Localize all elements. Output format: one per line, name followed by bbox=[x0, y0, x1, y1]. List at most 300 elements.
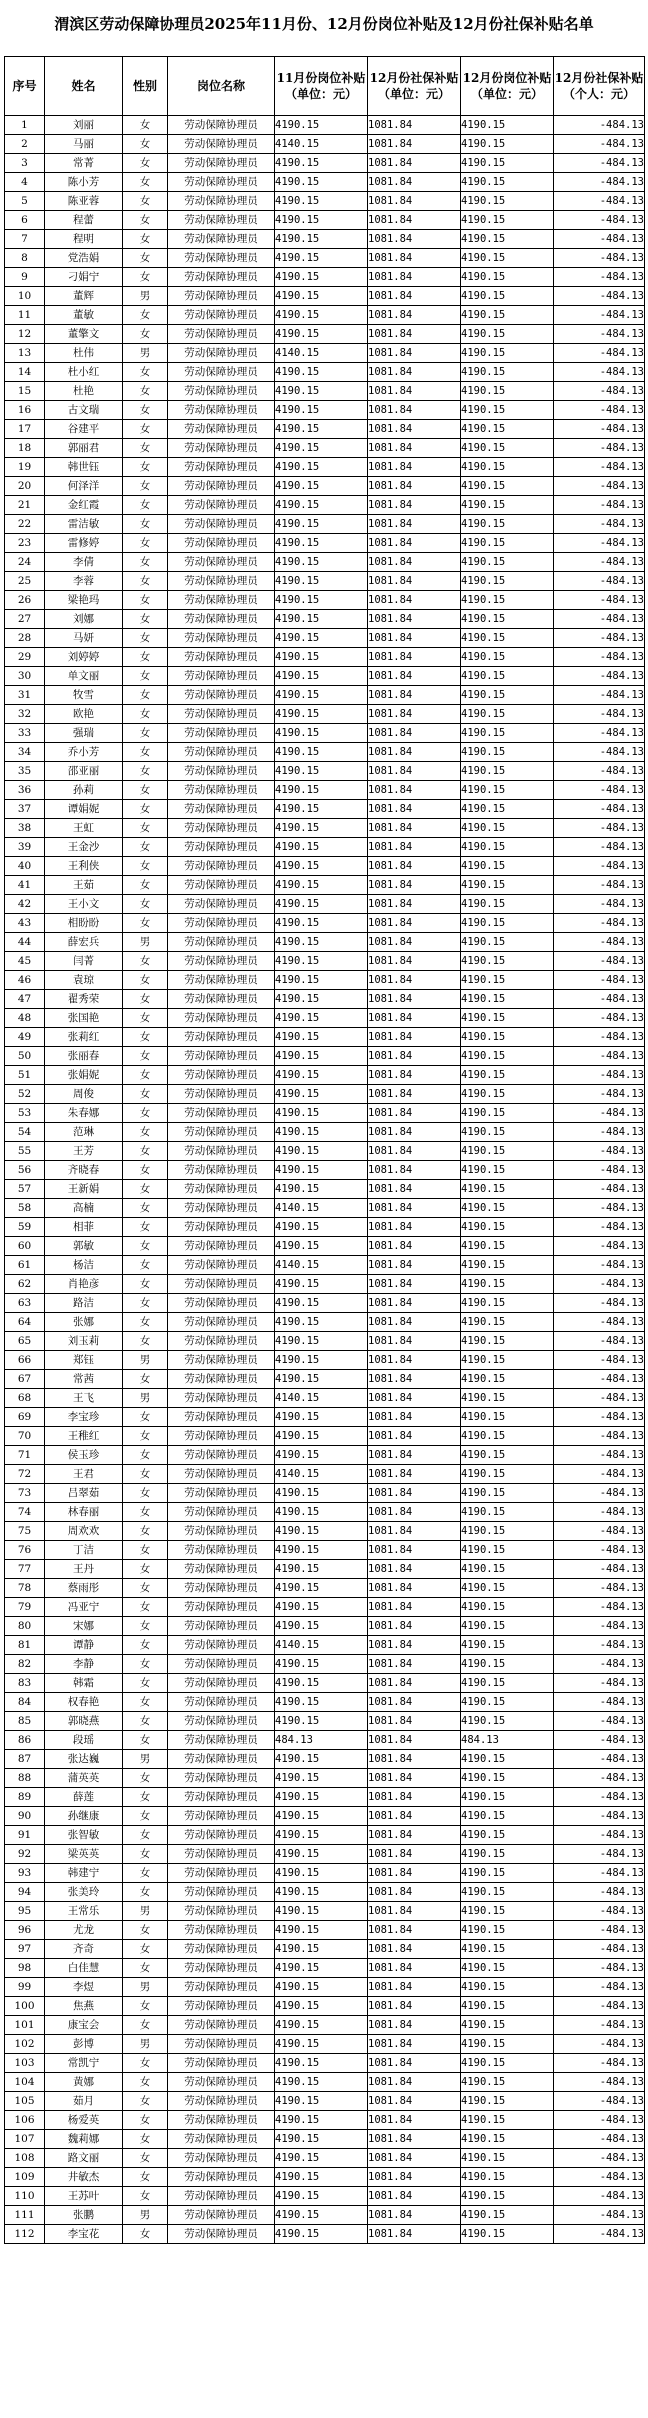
cell-position: 劳动保障协理员 bbox=[168, 2073, 275, 2092]
cell-position: 劳动保障协理员 bbox=[168, 762, 275, 781]
cell-dec-social-personal: -484.13 bbox=[554, 1294, 645, 1313]
cell-dec-social-personal: -484.13 bbox=[554, 135, 645, 154]
cell-dec-social-subsidy: 1081.84 bbox=[368, 971, 461, 990]
cell-gender: 男 bbox=[123, 344, 168, 363]
cell-name: 路文丽 bbox=[45, 2149, 123, 2168]
cell-index: 30 bbox=[5, 667, 45, 686]
cell-dec-post-subsidy: 4190.15 bbox=[461, 2035, 554, 2054]
cell-name: 杜艳 bbox=[45, 382, 123, 401]
cell-gender: 女 bbox=[123, 553, 168, 572]
cell-nov-post-subsidy: 4190.15 bbox=[275, 1579, 368, 1598]
cell-dec-social-personal: -484.13 bbox=[554, 876, 645, 895]
cell-nov-post-subsidy: 4190.15 bbox=[275, 1883, 368, 1902]
cell-dec-post-subsidy: 4190.15 bbox=[461, 268, 554, 287]
cell-dec-social-subsidy: 1081.84 bbox=[368, 2187, 461, 2206]
cell-index: 82 bbox=[5, 1655, 45, 1674]
cell-nov-post-subsidy: 4190.15 bbox=[275, 952, 368, 971]
cell-nov-post-subsidy: 4190.15 bbox=[275, 1959, 368, 1978]
cell-dec-social-subsidy: 1081.84 bbox=[368, 933, 461, 952]
cell-dec-post-subsidy: 4190.15 bbox=[461, 306, 554, 325]
cell-index: 95 bbox=[5, 1902, 45, 1921]
table-row bbox=[5, 1313, 645, 1332]
cell-gender: 女 bbox=[123, 1275, 168, 1294]
cell-index: 85 bbox=[5, 1712, 45, 1731]
cell-position: 劳动保障协理员 bbox=[168, 1883, 275, 1902]
cell-index: 52 bbox=[5, 1085, 45, 1104]
cell-index: 77 bbox=[5, 1560, 45, 1579]
cell-position: 劳动保障协理员 bbox=[168, 1256, 275, 1275]
cell-dec-social-personal: -484.13 bbox=[554, 287, 645, 306]
cell-position: 劳动保障协理员 bbox=[168, 1503, 275, 1522]
cell-dec-social-subsidy: 1081.84 bbox=[368, 1788, 461, 1807]
cell-index: 72 bbox=[5, 1465, 45, 1484]
cell-name: 王苏叶 bbox=[45, 2187, 123, 2206]
cell-gender: 女 bbox=[123, 1047, 168, 1066]
cell-dec-post-subsidy: 4190.15 bbox=[461, 971, 554, 990]
cell-nov-post-subsidy: 4190.15 bbox=[275, 1237, 368, 1256]
cell-gender: 女 bbox=[123, 1256, 168, 1275]
cell-name: 冯亚宁 bbox=[45, 1598, 123, 1617]
cell-name: 权春艳 bbox=[45, 1693, 123, 1712]
cell-dec-post-subsidy: 4190.15 bbox=[461, 1959, 554, 1978]
cell-position: 劳动保障协理员 bbox=[168, 838, 275, 857]
cell-dec-social-subsidy: 1081.84 bbox=[368, 1351, 461, 1370]
cell-index: 42 bbox=[5, 895, 45, 914]
cell-name: 郑钰 bbox=[45, 1351, 123, 1370]
cell-position: 劳动保障协理员 bbox=[168, 515, 275, 534]
cell-dec-post-subsidy: 4190.15 bbox=[461, 743, 554, 762]
cell-index: 22 bbox=[5, 515, 45, 534]
cell-position: 劳动保障协理员 bbox=[168, 382, 275, 401]
cell-name: 段瑶 bbox=[45, 1731, 123, 1750]
cell-index: 11 bbox=[5, 306, 45, 325]
cell-gender: 女 bbox=[123, 667, 168, 686]
cell-gender: 女 bbox=[123, 230, 168, 249]
cell-name: 谭娟妮 bbox=[45, 800, 123, 819]
cell-dec-social-subsidy: 1081.84 bbox=[368, 667, 461, 686]
table-row bbox=[5, 1446, 645, 1465]
table-row bbox=[5, 800, 645, 819]
cell-dec-social-subsidy: 1081.84 bbox=[368, 230, 461, 249]
cell-position: 劳动保障协理员 bbox=[168, 1161, 275, 1180]
cell-position: 劳动保障协理员 bbox=[168, 1693, 275, 1712]
cell-nov-post-subsidy: 4190.15 bbox=[275, 1712, 368, 1731]
cell-index: 73 bbox=[5, 1484, 45, 1503]
table-row bbox=[5, 2054, 645, 2073]
cell-position: 劳动保障协理员 bbox=[168, 306, 275, 325]
cell-dec-post-subsidy: 4190.15 bbox=[461, 800, 554, 819]
col-header-dec-post-subsidy: 12月份岗位补贴（单位：元） bbox=[461, 57, 554, 116]
cell-position: 劳动保障协理员 bbox=[168, 1218, 275, 1237]
cell-gender: 女 bbox=[123, 572, 168, 591]
cell-dec-post-subsidy: 4190.15 bbox=[461, 781, 554, 800]
table-row bbox=[5, 1351, 645, 1370]
cell-name: 王稚红 bbox=[45, 1427, 123, 1446]
cell-position: 劳动保障协理员 bbox=[168, 781, 275, 800]
table-row bbox=[5, 1389, 645, 1408]
cell-dec-social-personal: -484.13 bbox=[554, 667, 645, 686]
cell-dec-post-subsidy: 4190.15 bbox=[461, 401, 554, 420]
cell-name: 雷洁敏 bbox=[45, 515, 123, 534]
cell-nov-post-subsidy: 4190.15 bbox=[275, 1180, 368, 1199]
cell-dec-social-subsidy: 1081.84 bbox=[368, 382, 461, 401]
cell-dec-post-subsidy: 4190.15 bbox=[461, 1180, 554, 1199]
cell-dec-social-personal: -484.13 bbox=[554, 458, 645, 477]
table-row bbox=[5, 952, 645, 971]
cell-nov-post-subsidy: 4190.15 bbox=[275, 819, 368, 838]
cell-dec-social-subsidy: 1081.84 bbox=[368, 173, 461, 192]
cell-dec-social-subsidy: 1081.84 bbox=[368, 2054, 461, 2073]
cell-position: 劳动保障协理员 bbox=[168, 686, 275, 705]
cell-nov-post-subsidy: 4190.15 bbox=[275, 1598, 368, 1617]
cell-index: 97 bbox=[5, 1940, 45, 1959]
cell-dec-social-personal: -484.13 bbox=[554, 477, 645, 496]
table-row bbox=[5, 1921, 645, 1940]
cell-dec-social-personal: -484.13 bbox=[554, 2073, 645, 2092]
cell-index: 56 bbox=[5, 1161, 45, 1180]
cell-dec-social-subsidy: 1081.84 bbox=[368, 1408, 461, 1427]
cell-dec-social-personal: -484.13 bbox=[554, 382, 645, 401]
cell-index: 44 bbox=[5, 933, 45, 952]
cell-index: 46 bbox=[5, 971, 45, 990]
cell-gender: 女 bbox=[123, 1826, 168, 1845]
cell-name: 邵亚丽 bbox=[45, 762, 123, 781]
cell-nov-post-subsidy: 4190.15 bbox=[275, 2111, 368, 2130]
cell-gender: 女 bbox=[123, 971, 168, 990]
cell-dec-social-subsidy: 1081.84 bbox=[368, 534, 461, 553]
cell-nov-post-subsidy: 4190.15 bbox=[275, 1427, 368, 1446]
cell-dec-social-personal: -484.13 bbox=[554, 2111, 645, 2130]
cell-name: 李蓉 bbox=[45, 572, 123, 591]
cell-name: 井敏杰 bbox=[45, 2168, 123, 2187]
cell-nov-post-subsidy: 4190.15 bbox=[275, 1902, 368, 1921]
cell-name: 强瑞 bbox=[45, 724, 123, 743]
cell-index: 1 bbox=[5, 116, 45, 135]
table-row bbox=[5, 1408, 645, 1427]
cell-dec-social-subsidy: 1081.84 bbox=[368, 1978, 461, 1997]
cell-index: 59 bbox=[5, 1218, 45, 1237]
cell-dec-social-personal: -484.13 bbox=[554, 249, 645, 268]
cell-nov-post-subsidy: 4190.15 bbox=[275, 1009, 368, 1028]
cell-dec-social-personal: -484.13 bbox=[554, 1332, 645, 1351]
cell-name: 刁娟宁 bbox=[45, 268, 123, 287]
cell-dec-social-subsidy: 1081.84 bbox=[368, 1218, 461, 1237]
cell-dec-social-subsidy: 1081.84 bbox=[368, 1389, 461, 1408]
cell-dec-post-subsidy: 4190.15 bbox=[461, 705, 554, 724]
table-row bbox=[5, 1256, 645, 1275]
cell-dec-social-subsidy: 1081.84 bbox=[368, 2092, 461, 2111]
cell-nov-post-subsidy: 4190.15 bbox=[275, 1313, 368, 1332]
cell-dec-social-personal: -484.13 bbox=[554, 572, 645, 591]
cell-dec-social-subsidy: 1081.84 bbox=[368, 1085, 461, 1104]
cell-index: 24 bbox=[5, 553, 45, 572]
cell-dec-social-personal: -484.13 bbox=[554, 781, 645, 800]
cell-position: 劳动保障协理员 bbox=[168, 477, 275, 496]
cell-index: 75 bbox=[5, 1522, 45, 1541]
table-row bbox=[5, 1123, 645, 1142]
table-row bbox=[5, 230, 645, 249]
cell-dec-post-subsidy: 4190.15 bbox=[461, 1237, 554, 1256]
cell-position: 劳动保障协理员 bbox=[168, 914, 275, 933]
cell-dec-social-subsidy: 1081.84 bbox=[368, 154, 461, 173]
cell-dec-social-subsidy: 1081.84 bbox=[368, 2035, 461, 2054]
cell-dec-post-subsidy: 4190.15 bbox=[461, 857, 554, 876]
cell-dec-social-subsidy: 1081.84 bbox=[368, 876, 461, 895]
cell-gender: 女 bbox=[123, 1085, 168, 1104]
table-row bbox=[5, 1883, 645, 1902]
cell-dec-post-subsidy: 4190.15 bbox=[461, 1788, 554, 1807]
table-row bbox=[5, 1104, 645, 1123]
cell-nov-post-subsidy: 4190.15 bbox=[275, 1522, 368, 1541]
cell-name: 李煜 bbox=[45, 1978, 123, 1997]
cell-dec-post-subsidy: 4190.15 bbox=[461, 1560, 554, 1579]
cell-dec-social-subsidy: 1081.84 bbox=[368, 1617, 461, 1636]
cell-nov-post-subsidy: 4140.15 bbox=[275, 344, 368, 363]
cell-gender: 女 bbox=[123, 1655, 168, 1674]
cell-dec-social-subsidy: 1081.84 bbox=[368, 1864, 461, 1883]
cell-dec-social-personal: -484.13 bbox=[554, 610, 645, 629]
cell-gender: 女 bbox=[123, 1845, 168, 1864]
cell-gender: 女 bbox=[123, 914, 168, 933]
cell-gender: 女 bbox=[123, 173, 168, 192]
cell-nov-post-subsidy: 4140.15 bbox=[275, 1199, 368, 1218]
cell-name: 周俊 bbox=[45, 1085, 123, 1104]
cell-nov-post-subsidy: 4140.15 bbox=[275, 1256, 368, 1275]
table-row bbox=[5, 743, 645, 762]
cell-position: 劳动保障协理员 bbox=[168, 1066, 275, 1085]
cell-nov-post-subsidy: 4190.15 bbox=[275, 2225, 368, 2244]
cell-dec-social-subsidy: 1081.84 bbox=[368, 344, 461, 363]
cell-dec-social-subsidy: 1081.84 bbox=[368, 135, 461, 154]
cell-gender: 女 bbox=[123, 2187, 168, 2206]
cell-gender: 男 bbox=[123, 2035, 168, 2054]
cell-name: 张娟妮 bbox=[45, 1066, 123, 1085]
cell-index: 87 bbox=[5, 1750, 45, 1769]
table-row bbox=[5, 1750, 645, 1769]
cell-position: 劳动保障协理员 bbox=[168, 800, 275, 819]
cell-dec-social-personal: -484.13 bbox=[554, 1826, 645, 1845]
cell-position: 劳动保障协理员 bbox=[168, 1674, 275, 1693]
cell-gender: 女 bbox=[123, 591, 168, 610]
cell-dec-social-personal: -484.13 bbox=[554, 2092, 645, 2111]
cell-dec-post-subsidy: 4190.15 bbox=[461, 2016, 554, 2035]
cell-position: 劳动保障协理员 bbox=[168, 1655, 275, 1674]
cell-gender: 女 bbox=[123, 610, 168, 629]
cell-position: 劳动保障协理员 bbox=[168, 2111, 275, 2130]
cell-dec-social-subsidy: 1081.84 bbox=[368, 1845, 461, 1864]
cell-name: 路洁 bbox=[45, 1294, 123, 1313]
cell-dec-post-subsidy: 4190.15 bbox=[461, 1161, 554, 1180]
cell-index: 50 bbox=[5, 1047, 45, 1066]
cell-gender: 女 bbox=[123, 496, 168, 515]
cell-nov-post-subsidy: 4190.15 bbox=[275, 648, 368, 667]
table-header-row bbox=[5, 57, 645, 116]
table-row bbox=[5, 344, 645, 363]
cell-dec-social-subsidy: 1081.84 bbox=[368, 306, 461, 325]
cell-index: 84 bbox=[5, 1693, 45, 1712]
cell-nov-post-subsidy: 4190.15 bbox=[275, 211, 368, 230]
cell-dec-social-personal: -484.13 bbox=[554, 2130, 645, 2149]
cell-nov-post-subsidy: 4190.15 bbox=[275, 1921, 368, 1940]
cell-dec-social-subsidy: 1081.84 bbox=[368, 1427, 461, 1446]
table-row bbox=[5, 1807, 645, 1826]
cell-dec-social-subsidy: 1081.84 bbox=[368, 1940, 461, 1959]
cell-position: 劳动保障协理员 bbox=[168, 952, 275, 971]
cell-position: 劳动保障协理员 bbox=[168, 249, 275, 268]
cell-index: 89 bbox=[5, 1788, 45, 1807]
table-row bbox=[5, 496, 645, 515]
cell-dec-social-personal: -484.13 bbox=[554, 1750, 645, 1769]
cell-dec-social-personal: -484.13 bbox=[554, 1674, 645, 1693]
cell-nov-post-subsidy: 4190.15 bbox=[275, 116, 368, 135]
cell-position: 劳动保障协理员 bbox=[168, 1864, 275, 1883]
cell-gender: 男 bbox=[123, 1902, 168, 1921]
table-row bbox=[5, 515, 645, 534]
cell-gender: 女 bbox=[123, 1579, 168, 1598]
cell-dec-post-subsidy: 4190.15 bbox=[461, 1522, 554, 1541]
cell-dec-social-subsidy: 1081.84 bbox=[368, 439, 461, 458]
cell-dec-social-subsidy: 1081.84 bbox=[368, 2111, 461, 2130]
cell-index: 63 bbox=[5, 1294, 45, 1313]
cell-nov-post-subsidy: 4190.15 bbox=[275, 781, 368, 800]
cell-name: 杨爱英 bbox=[45, 2111, 123, 2130]
cell-name: 高楠 bbox=[45, 1199, 123, 1218]
cell-dec-social-personal: -484.13 bbox=[554, 1085, 645, 1104]
cell-name: 王金沙 bbox=[45, 838, 123, 857]
cell-gender: 男 bbox=[123, 933, 168, 952]
cell-name: 张达巍 bbox=[45, 1750, 123, 1769]
cell-nov-post-subsidy: 4190.15 bbox=[275, 154, 368, 173]
cell-index: 105 bbox=[5, 2092, 45, 2111]
cell-position: 劳动保障协理员 bbox=[168, 1142, 275, 1161]
cell-position: 劳动保障协理员 bbox=[168, 2149, 275, 2168]
cell-index: 60 bbox=[5, 1237, 45, 1256]
table-row bbox=[5, 1845, 645, 1864]
cell-nov-post-subsidy: 4190.15 bbox=[275, 1655, 368, 1674]
table-row bbox=[5, 249, 645, 268]
cell-dec-post-subsidy: 4190.15 bbox=[461, 1655, 554, 1674]
cell-gender: 女 bbox=[123, 458, 168, 477]
cell-position: 劳动保障协理员 bbox=[168, 2206, 275, 2225]
cell-nov-post-subsidy: 4190.15 bbox=[275, 572, 368, 591]
cell-index: 70 bbox=[5, 1427, 45, 1446]
cell-index: 98 bbox=[5, 1959, 45, 1978]
cell-position: 劳动保障协理员 bbox=[168, 1807, 275, 1826]
cell-position: 劳动保障协理员 bbox=[168, 724, 275, 743]
cell-position: 劳动保障协理员 bbox=[168, 1940, 275, 1959]
table-row bbox=[5, 1218, 645, 1237]
cell-gender: 女 bbox=[123, 2092, 168, 2111]
cell-index: 14 bbox=[5, 363, 45, 382]
cell-gender: 女 bbox=[123, 2111, 168, 2130]
cell-dec-social-personal: -484.13 bbox=[554, 2054, 645, 2073]
cell-position: 劳动保障协理员 bbox=[168, 1465, 275, 1484]
cell-name: 王茹 bbox=[45, 876, 123, 895]
cell-position: 劳动保障协理员 bbox=[168, 268, 275, 287]
cell-nov-post-subsidy: 4190.15 bbox=[275, 2035, 368, 2054]
cell-dec-social-personal: -484.13 bbox=[554, 2225, 645, 2244]
cell-dec-social-subsidy: 1081.84 bbox=[368, 2149, 461, 2168]
col-header-name: 姓名 bbox=[45, 57, 123, 116]
cell-gender: 女 bbox=[123, 382, 168, 401]
cell-nov-post-subsidy: 4190.15 bbox=[275, 1142, 368, 1161]
cell-dec-post-subsidy: 4190.15 bbox=[461, 2054, 554, 2073]
cell-dec-social-subsidy: 1081.84 bbox=[368, 1807, 461, 1826]
cell-position: 劳动保障协理员 bbox=[168, 2054, 275, 2073]
table-row bbox=[5, 1028, 645, 1047]
cell-position: 劳动保障协理员 bbox=[168, 1446, 275, 1465]
cell-dec-post-subsidy: 4190.15 bbox=[461, 724, 554, 743]
cell-dec-post-subsidy: 4190.15 bbox=[461, 496, 554, 515]
table-row bbox=[5, 2073, 645, 2092]
col-header-gender: 性别 bbox=[123, 57, 168, 116]
cell-dec-post-subsidy: 4190.15 bbox=[461, 230, 554, 249]
cell-dec-social-personal: -484.13 bbox=[554, 1921, 645, 1940]
cell-dec-social-personal: -484.13 bbox=[554, 1598, 645, 1617]
cell-dec-social-personal: -484.13 bbox=[554, 2149, 645, 2168]
cell-name: 谷建平 bbox=[45, 420, 123, 439]
cell-dec-social-subsidy: 1081.84 bbox=[368, 781, 461, 800]
cell-dec-social-subsidy: 1081.84 bbox=[368, 1313, 461, 1332]
cell-index: 55 bbox=[5, 1142, 45, 1161]
cell-dec-social-subsidy: 1081.84 bbox=[368, 2130, 461, 2149]
cell-dec-post-subsidy: 4190.15 bbox=[461, 420, 554, 439]
cell-position: 劳动保障协理员 bbox=[168, 2130, 275, 2149]
cell-gender: 女 bbox=[123, 2054, 168, 2073]
cell-nov-post-subsidy: 4190.15 bbox=[275, 249, 368, 268]
cell-index: 86 bbox=[5, 1731, 45, 1750]
cell-nov-post-subsidy: 4190.15 bbox=[275, 1826, 368, 1845]
cell-dec-social-personal: -484.13 bbox=[554, 1503, 645, 1522]
cell-position: 劳动保障协理员 bbox=[168, 173, 275, 192]
cell-name: 陈小芳 bbox=[45, 173, 123, 192]
cell-dec-social-subsidy: 1081.84 bbox=[368, 1161, 461, 1180]
table-row bbox=[5, 1180, 645, 1199]
cell-nov-post-subsidy: 4190.15 bbox=[275, 1085, 368, 1104]
cell-gender: 女 bbox=[123, 952, 168, 971]
cell-gender: 女 bbox=[123, 1199, 168, 1218]
table-row bbox=[5, 192, 645, 211]
cell-dec-post-subsidy: 4190.15 bbox=[461, 1142, 554, 1161]
cell-dec-post-subsidy: 4190.15 bbox=[461, 762, 554, 781]
cell-nov-post-subsidy: 4190.15 bbox=[275, 306, 368, 325]
cell-name: 孙继康 bbox=[45, 1807, 123, 1826]
cell-gender: 女 bbox=[123, 1180, 168, 1199]
cell-nov-post-subsidy: 4190.15 bbox=[275, 439, 368, 458]
table-row bbox=[5, 1712, 645, 1731]
cell-nov-post-subsidy: 4190.15 bbox=[275, 1997, 368, 2016]
cell-nov-post-subsidy: 4140.15 bbox=[275, 1636, 368, 1655]
cell-dec-post-subsidy: 4190.15 bbox=[461, 1484, 554, 1503]
table-row bbox=[5, 990, 645, 1009]
cell-dec-social-personal: -484.13 bbox=[554, 1864, 645, 1883]
cell-dec-post-subsidy: 4190.15 bbox=[461, 1902, 554, 1921]
cell-gender: 女 bbox=[123, 1788, 168, 1807]
cell-name: 齐晓春 bbox=[45, 1161, 123, 1180]
cell-gender: 女 bbox=[123, 1807, 168, 1826]
cell-index: 4 bbox=[5, 173, 45, 192]
cell-position: 劳动保障协理员 bbox=[168, 1047, 275, 1066]
cell-position: 劳动保障协理员 bbox=[168, 401, 275, 420]
cell-index: 93 bbox=[5, 1864, 45, 1883]
cell-index: 78 bbox=[5, 1579, 45, 1598]
cell-position: 劳动保障协理员 bbox=[168, 1237, 275, 1256]
cell-position: 劳动保障协理员 bbox=[168, 2092, 275, 2111]
cell-dec-social-subsidy: 1081.84 bbox=[368, 1370, 461, 1389]
table-row bbox=[5, 1294, 645, 1313]
table-row bbox=[5, 1560, 645, 1579]
cell-index: 49 bbox=[5, 1028, 45, 1047]
